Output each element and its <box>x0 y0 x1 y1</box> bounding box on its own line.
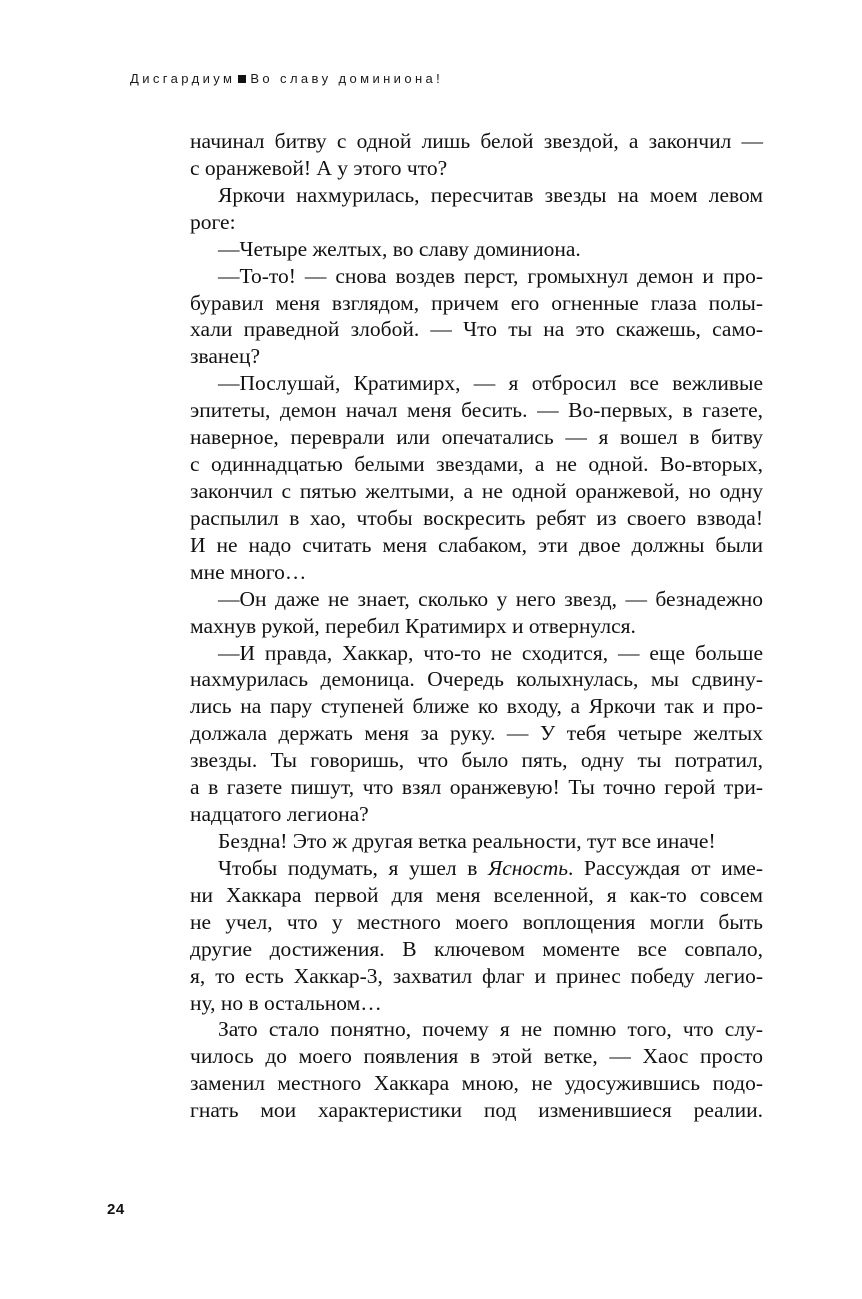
body-text <box>190 128 763 1124</box>
text-line <box>190 855 763 882</box>
page-number: 24 <box>107 1201 125 1218</box>
text-line: хали праведной злобой. — Что ты на это скажешь, само- <box>190 317 763 342</box>
text-line: роге: <box>190 209 236 234</box>
text-line: званец? <box>190 344 261 369</box>
text-line: заменил местного Хаккара мною, не удосужившись подо- <box>190 1071 763 1096</box>
text-line: гнать мои характеристики под изменившиеся реалии. <box>190 1098 763 1123</box>
text-line: Яркочи нахмурилась, пересчитав звезды на моем левом <box>218 182 763 207</box>
text-line: —То-то! — снова воздев перст, громыхнул демон и про- <box>218 263 763 288</box>
text-line: распылил в хао, чтобы воскресить ребят из своего взвода! <box>190 505 763 530</box>
book-title: Дисгардиум <box>130 71 236 86</box>
text-line: ну, но в остальном… <box>190 990 382 1015</box>
text-line: ни Хаккара первой для меня вселенной, я как-то совсем <box>190 882 763 907</box>
running-head <box>130 70 443 88</box>
square-bullet-icon <box>238 75 246 83</box>
text-line: махнув рукой, перебил Кратимирх и отвернулся. <box>190 613 636 638</box>
text-line: Зато стало понятно, почему я не помню того, что слу- <box>218 1017 763 1042</box>
text-segment: Чтобы подумать, я ушел в <box>218 855 489 880</box>
text-line: чилось до моего появления в этой ветке, — Хаос просто <box>190 1044 763 1069</box>
text-line: И не надо считать меня слабаком, эти двое должны были <box>190 532 763 557</box>
text-line: я, то есть Хаккар-3, захватил флаг и принес победу легио- <box>190 963 763 988</box>
text-line: нахмурилась демоница. Очередь колыхнулась, мы сдвину- <box>190 667 763 692</box>
text-line: —Послушай, Кратимирх, — я отбросил все вежливые <box>218 371 763 396</box>
text-line: —Четыре желтых, во славу доминиона. <box>218 236 581 261</box>
text-line: с одиннадцатью белыми звездами, а не одной. Во-вторых, <box>190 452 763 477</box>
text-line: не учел, что у местного моего воплощения могли быть <box>190 909 763 934</box>
text-line: —И правда, Хаккар, что-то не сходится, — еще больше <box>218 640 763 665</box>
text-line: лись на пару ступеней ближе ко входу, а Яркочи так и про- <box>190 694 763 719</box>
text-line: другие достижения. В ключевом моменте все совпало, <box>190 936 763 961</box>
text-line: —Он даже не знает, сколько у него звезд, — безнадежно <box>218 586 763 611</box>
text-segment: . Рассуждая от име- <box>568 855 764 880</box>
text-line: закончил с пятью желтыми, а не одной оранжевой, но одну <box>190 478 763 503</box>
text-line: буравил меня взглядом, причем его огненные глаза полы- <box>190 290 763 315</box>
text-line: а в газете пишут, что взял оранжевую! Ты точно герой три- <box>190 775 763 800</box>
text-line: звезды. Ты говоришь, что было пять, одну ты потратил, <box>190 748 763 773</box>
text-line: эпитеты, демон начал меня бесить. — Во-первых, в газете, <box>190 398 763 423</box>
chapter-title: Во славу доминиона! <box>250 71 444 86</box>
text-line: надцатого легиона? <box>190 802 369 827</box>
text-line: мне много… <box>190 559 307 584</box>
text-line: начинал битву с одной лишь белой звездой, а закончил — <box>190 129 763 153</box>
text-line: с оранжевой! А у этого что? <box>190 155 448 180</box>
emphasis-text: Ясность <box>488 855 569 880</box>
text-line: наверное, переврали или опечатались — я вошел в битву <box>190 425 763 450</box>
text-line: Бездна! Это ж другая ветка реальности, тут все иначе! <box>218 828 716 853</box>
text-line: должала держать меня за руку. — У тебя четыре желтых <box>190 721 763 746</box>
